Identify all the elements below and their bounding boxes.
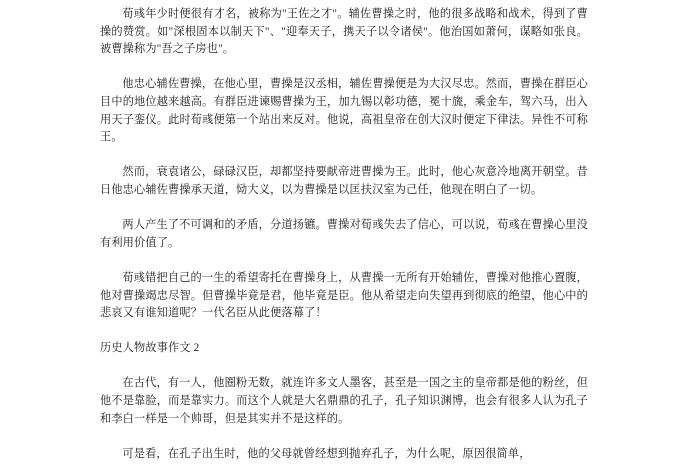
paragraph: 然而，衰袁诸公，碌碌汉臣，却都坚持要献帝进曹操为王。此时，他心灰意冷地离开朝堂。昔日他忠心辅佐曹操承天道，恸大义，以为曹操是以匡扶汉室为己任，他现在明白了一切。 <box>100 166 588 196</box>
paragraph: 荀彧年少时便很有才名，被称为"王佐之才"。辅佐曹操之时，他的很多战略和战术，得到了曹操的赞赏。如"深根固本以制天下"、"迎奉天子，携天子以令诸侯"。他治国如萧何，谋略如张良。被曹操称为"吾之子房也"。 <box>100 8 588 56</box>
section-heading: 历史人物故事作文 2 <box>100 342 200 355</box>
paragraph: 在古代，有一人，他圈粉无数，就连许多文人墨客，甚至是一国之主的皇帝都是他的粉丝，但他不是靠脸，而是靠实力。而这个人就是大名鼎鼎的孔子，孔子知识渊博，也会有很多人认为孔子和李白一样是一个帅哥，但是其实并不是这样的。 <box>100 377 588 425</box>
paragraph-gap <box>100 358 588 376</box>
paragraph: 荀彧错把自己的一生的希望寄托在曹操身上，从曹操一无所有开始辅佐，曹操对他推心置腹，他对曹操竭忠尽智。但曹操毕竟是君，他毕竟是臣。他从希望走向失望再到彻底的绝望，他心中的悲哀又有谁知道呢？一代名臣从此便落幕了！ <box>100 271 588 320</box>
document-body <box>100 6 588 463</box>
paragraph: 他忠心辅佐曹操，在他心里，曹操是汉丞相，辅佐曹操便是为大汉尽忠。然而，曹操在群臣心目中的地位越来越高。有群臣进谏赐曹操为王，加九锡以彰功德，冕十旒，乘金车，驾六马，出入用天子銮仪。此时荀彧便第一个站出来反对。他说，高祖皇帝在创大汉时便定下律法。异性不可称王。 <box>100 78 588 144</box>
paragraph-gap <box>100 200 588 218</box>
paragraph-gap <box>100 147 588 165</box>
paragraph-gap <box>100 252 588 270</box>
paragraph-gap <box>100 59 588 77</box>
paragraph-gap <box>100 428 588 446</box>
paragraph: 两人产生了不可调和的矛盾，分道扬镳。曹操对荀彧失去了信心，可以说，荀彧在曹操心里没有利用价值了。 <box>100 219 588 249</box>
paragraph: 可是看，在孔子出生时，他的父母就曾经想到抛弃孔子，为什么呢，原因很简单， <box>122 447 531 460</box>
